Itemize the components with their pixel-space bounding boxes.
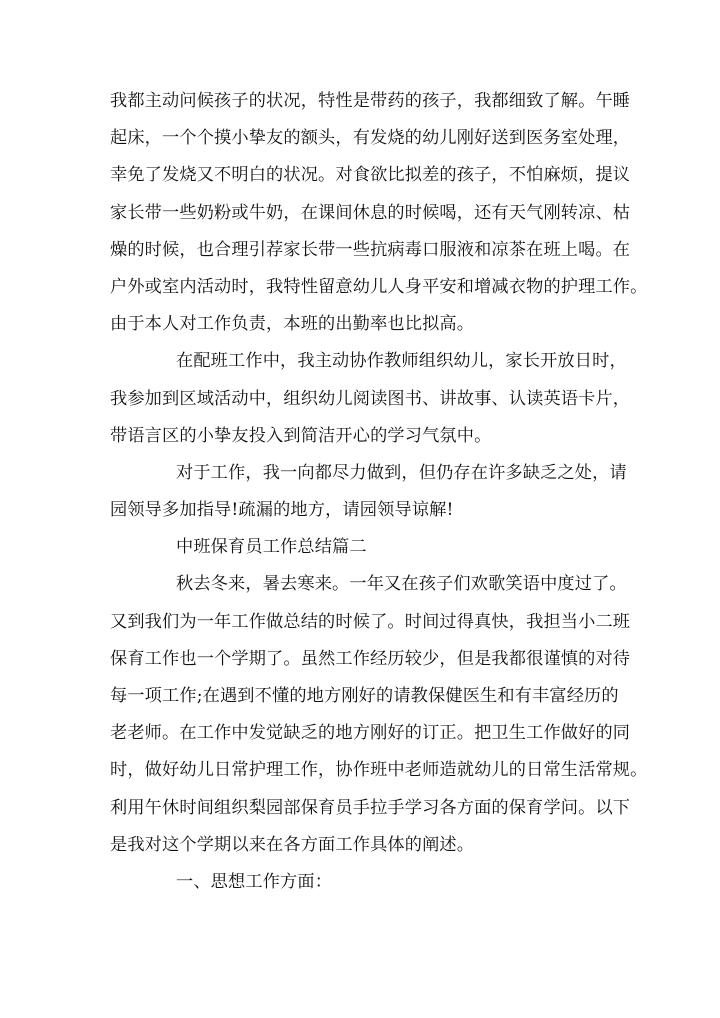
text-line: 幸免了发烧又不明白的状况。对食欲比拟差的孩子，不怕麻烦，提议	[110, 165, 631, 186]
text-line: 燥的时候，也合理引荐家长带一些抗病毒口服液和凉茶在班上喝。在	[110, 239, 631, 260]
text-line: 起床，一个个摸小挚友的额头，有发烧的幼儿刚好送到医务室处理，	[110, 128, 631, 149]
text-line: 带语言区的小挚友投入到简洁开心的学习气氛中。	[110, 425, 492, 446]
text-line: 是我对这个学期以来在各方面工作具体的阐述。	[110, 834, 475, 855]
text-line: 由于本人对工作负责，本班的出勤率也比拟高。	[110, 314, 475, 335]
text-line: 我参加到区域活动中，组织幼儿阅读图书、讲故事、认读英语卡片，	[110, 388, 631, 409]
text-line: 老老师。在工作中发觉缺乏的地方刚好的订正。把卫生工作做好的同	[110, 723, 631, 744]
text-line: 户外或室内活动时，我特性留意幼儿人身平安和增减衣物的护理工作。	[110, 276, 648, 297]
text-line: 我都主动问候孩子的状况，特性是带药的孩子，我都细致了解。午睡	[110, 91, 631, 111]
text-line: 时，做好幼儿日常护理工作，协作班中老师造就幼儿的日常生活常规。	[110, 760, 648, 781]
paragraph-start: 对于工作，我一向都尽力做到，但仍存在许多缺乏之处，请	[176, 462, 627, 483]
text-line: 家长带一些奶粉或牛奶，在课间休息的时候喝，还有天气刚转凉、枯	[110, 202, 631, 223]
text-line: 每一项工作;在遇到不懂的地方刚好的请教保健医生和有丰富经历的	[110, 686, 619, 706]
paragraph-start: 在配班工作中，我主动协作教师组织幼儿，家长开放日时，	[176, 351, 627, 372]
text-line: 又到我们为一年工作做总结的时候了。时间过得真快，我担当小二班	[110, 611, 631, 632]
subsection-heading: 一、思想工作方面：	[176, 871, 333, 892]
text-line: 保育工作也一个学期了。虽然工作经历较少，但是我都很谨慎的对待	[110, 648, 631, 669]
section-heading: 中班保育员工作总结篇二	[176, 537, 367, 558]
text-line: 园领导多加指导!疏漏的地方，请园领导谅解!	[110, 500, 454, 521]
text-line: 利用午休时间组织梨园部保育员手拉手学习各方面的保育学问。以下	[110, 797, 631, 818]
paragraph-start: 秋去冬来，暑去寒来。一年又在孩子们欢歌笑语中度过了。	[176, 574, 627, 595]
